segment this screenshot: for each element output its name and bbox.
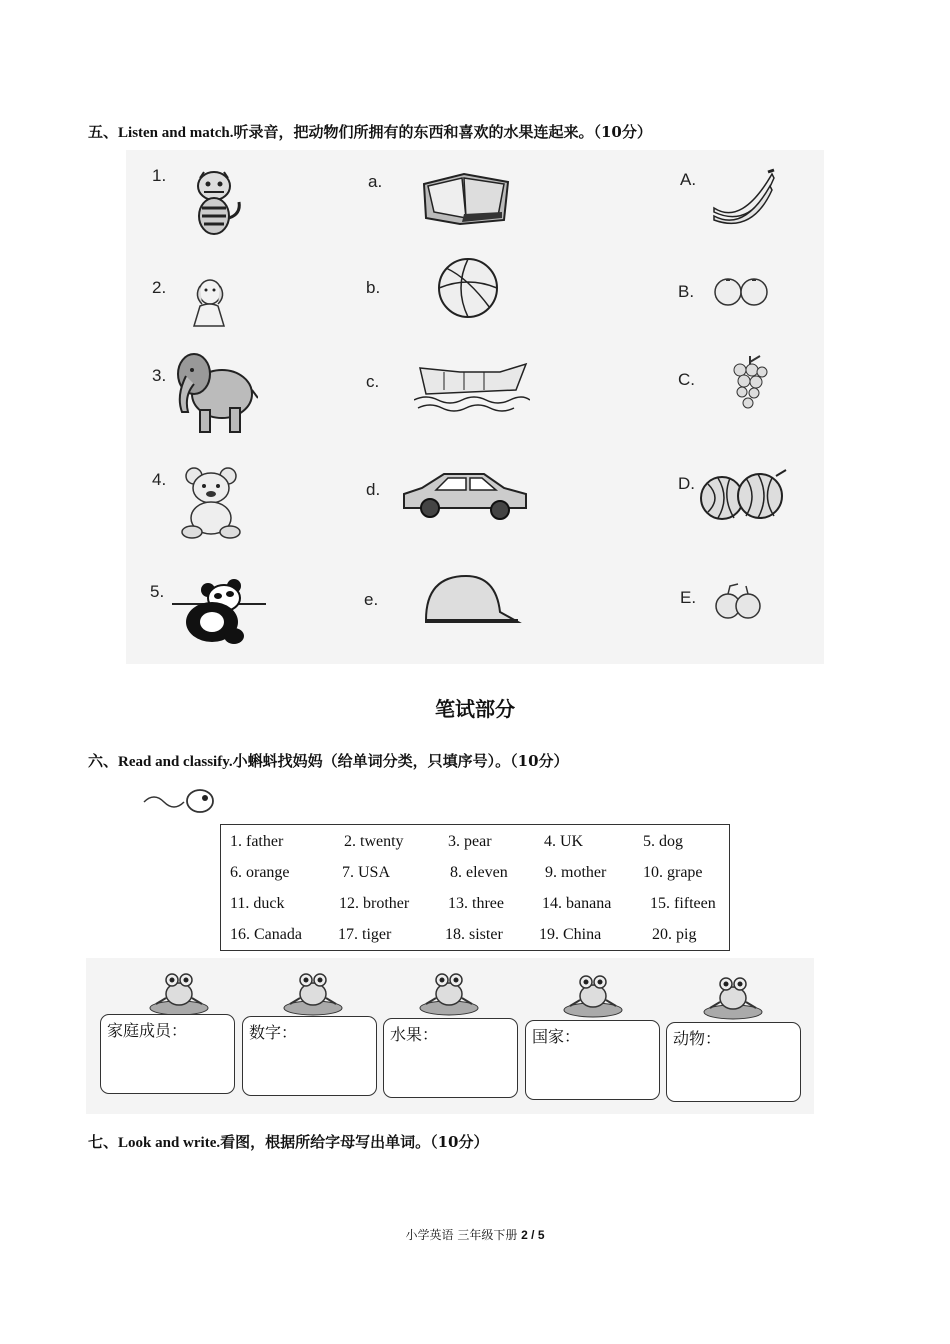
word-item: 20. pig (652, 926, 697, 943)
bananas-icon (710, 168, 776, 226)
fruit-label-A: A. (680, 170, 697, 189)
animal-label-5: 5. (150, 582, 165, 601)
ball-icon (436, 256, 500, 320)
listen-and-match-figure (126, 150, 824, 664)
tadpole-icon (142, 784, 218, 818)
word-item: 4. UK (544, 833, 584, 850)
page-footer: 小学英语 三年级下册 2 / 5 (405, 1228, 545, 1242)
word-item: 8. eleven (450, 864, 508, 881)
panda-icon (172, 572, 268, 648)
animal-label-4: 4. (152, 470, 167, 489)
section-6-title: 六、Read and classify.小蝌蚪找妈妈（给单词分类，只填序号）。（10分） (88, 752, 569, 770)
frog-icon (418, 970, 480, 1016)
word-item: 10. grape (643, 864, 703, 881)
word-item: 1. father (230, 833, 284, 850)
boat-icon (414, 360, 530, 414)
section-7-title: 七、Look and write.看图，根据所给字母写出单词。（10分） (88, 1133, 489, 1151)
watermelons-icon (700, 468, 788, 522)
word-item: 12. brother (339, 895, 410, 912)
car-icon (402, 470, 530, 520)
frog-icon (282, 970, 344, 1016)
animal-label-2: 2. (152, 278, 167, 297)
category-box-animals[interactable] (666, 1022, 801, 1102)
classify-figure (86, 958, 814, 1114)
word-list-box (220, 824, 730, 951)
fruit-label-C: C. (678, 370, 695, 389)
written-part-heading: 笔试部分 (435, 697, 515, 721)
category-label-animals: 动物： (673, 1029, 722, 1048)
tiger-icon (184, 168, 244, 238)
fruit-label-E: E. (680, 588, 697, 607)
frog-icon (148, 970, 210, 1016)
object-label-c: c. (366, 372, 380, 391)
category-box-numbers[interactable] (242, 1016, 377, 1096)
category-label-countries: 国家： (532, 1027, 581, 1046)
word-item: 2. twenty (344, 833, 404, 850)
object-label-d: d. (366, 480, 381, 499)
word-item: 14. banana (542, 895, 612, 912)
word-item: 6. orange (230, 864, 290, 881)
object-label-e: e. (364, 590, 379, 609)
object-label-a: a. (368, 172, 383, 191)
word-item: 18. sister (445, 926, 503, 943)
object-label-b: b. (366, 278, 381, 297)
book-icon (420, 170, 512, 226)
category-box-family[interactable] (100, 1014, 235, 1094)
frog-icon (702, 974, 764, 1020)
section-5-title: 五、Listen and match.听录音，把动物们所拥有的东西和喜欢的水果连起来。（10分） (88, 123, 652, 141)
fruit-label-B: B. (678, 282, 695, 301)
elephant-icon (172, 346, 258, 438)
page-number: 2 / 5 (521, 1228, 545, 1242)
word-item: 11. duck (230, 895, 285, 912)
category-label-numbers: 数字： (249, 1023, 298, 1042)
cap-icon (422, 572, 522, 628)
fruit-label-D: D. (678, 474, 695, 493)
category-box-fruits[interactable] (383, 1018, 518, 1098)
word-item: 16. Canada (230, 926, 302, 943)
grapes-icon (730, 354, 770, 412)
category-box-countries[interactable] (525, 1020, 660, 1100)
category-label-family: 家庭成员： (107, 1021, 188, 1040)
animal-label-3: 3. (152, 366, 167, 385)
word-item: 9. mother (545, 864, 607, 881)
apples-icon (712, 582, 764, 622)
frog-icon (562, 972, 624, 1018)
word-item: 15. fifteen (650, 895, 716, 912)
word-item: 17. tiger (338, 926, 392, 943)
animal-label-1: 1. (152, 166, 167, 185)
bear-icon (178, 466, 244, 540)
oranges-icon (712, 276, 772, 308)
word-item: 7. USA (342, 864, 391, 881)
word-item: 13. three (448, 895, 504, 912)
category-label-fruits: 水果： (390, 1025, 439, 1044)
word-item: 3. pear (448, 833, 492, 850)
dog-icon (188, 276, 232, 332)
word-item: 19. China (539, 926, 602, 943)
word-item: 5. dog (643, 833, 683, 850)
